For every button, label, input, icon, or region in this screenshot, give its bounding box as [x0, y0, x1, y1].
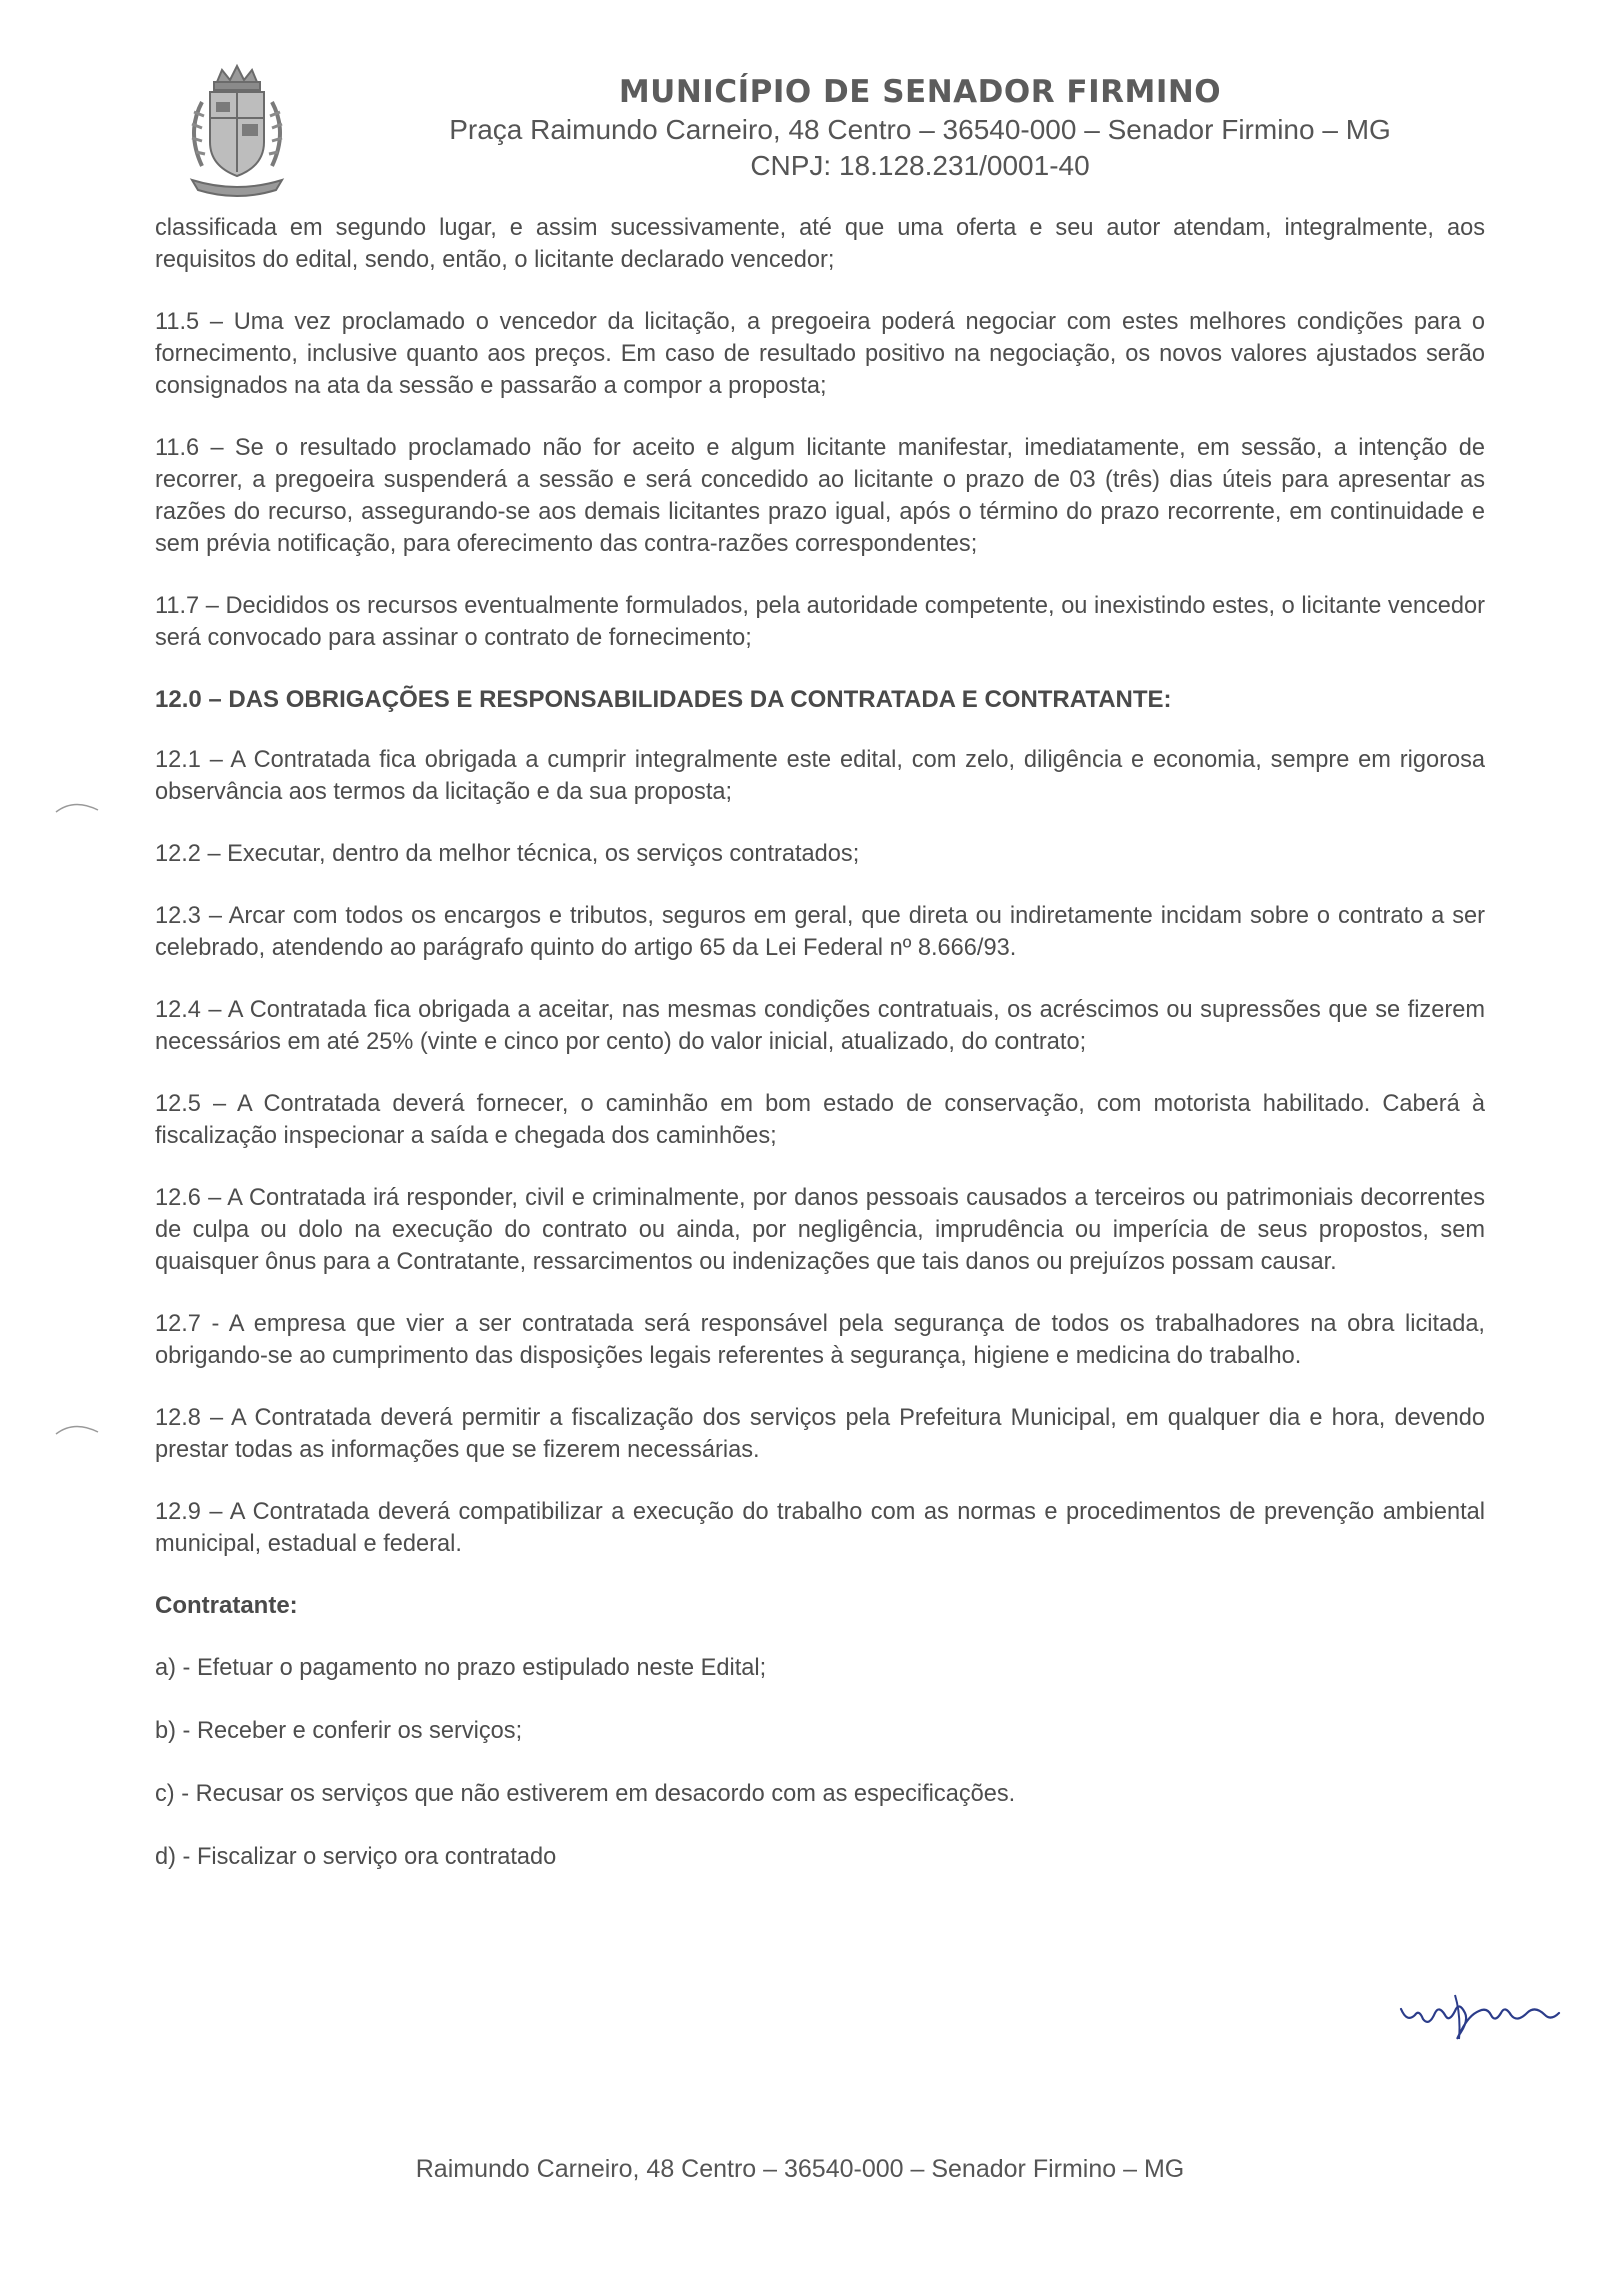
clause-12-2: 12.2 – Executar, dentro da melhor técnica, os serviços contratados; — [155, 841, 860, 867]
clause-11-5: 11.5 – Uma vez proclamado o vencedor da licitação, a pregoeira poderá negociar com estes melhores condições para o fornecimento, inclusive quanto aos preços. Em caso de resultado positivo na negociação, os novos valores ajustados serão consignados na ata da sessão e passarão a compor a proposta; — [155, 309, 1485, 399]
clause-12-6: 12.6 – A Contratada irá responder, civil e criminalmente, por danos pessoais causados a terceiros ou patrimoniais decorrentes de culpa ou dolo na execução do contrato ou ainda, por negligência, imprudência ou imperícia de seus propostos, sem quaisquer ônus para a Contratante, ressarcimentos ou indenizações que tais danos ou prejuízos possam causar. — [155, 1185, 1485, 1275]
margin-mark-icon — [52, 1422, 102, 1436]
clause-11-7: 11.7 – Decididos os recursos eventualmente formulados, pela autoridade competente, ou inexistindo estes, o licitante vencedor será convocado para assinar o contrato de fornecimento; — [155, 593, 1485, 651]
contratante-label: Contratante: — [155, 1592, 298, 1619]
contratante-item-a: a) - Efetuar o pagamento no prazo estipulado neste Edital; — [155, 1655, 767, 1681]
clause-12-8: 12.8 – A Contratada deverá permitir a fiscalização dos serviços pela Prefeitura Municipal, em qualquer dia e hora, devendo prestar todas as informações que se fizerem necessárias. — [155, 1405, 1485, 1463]
contratante-item-b: b) - Receber e conferir os serviços; — [155, 1718, 523, 1744]
letterhead — [390, 72, 1450, 184]
signature-icon — [1395, 1975, 1565, 2055]
letterhead-address: Praça Raimundo Carneiro, 48 Centro – 36540-000 – Senador Firmino – MG — [449, 114, 1391, 145]
clause-12-1: 12.1 – A Contratada fica obrigada a cumprir integralmente este edital, com zelo, diligência e economia, sempre em rigorosa observância aos termos da licitação e da sua proposta; — [155, 747, 1485, 805]
page-footer: Raimundo Carneiro, 48 Centro – 36540-000 – Senador Firmino – MG — [415, 2155, 1185, 2183]
paragraph-continuation: classificada em segundo lugar, e assim sucessivamente, até que uma oferta e seu autor atendam, integralmente, aos requisitos do edital, sendo, então, o licitante declarado vencedor; — [155, 215, 1485, 273]
document-body — [155, 212, 1485, 1904]
clause-12-9: 12.9 – A Contratada deverá compatibilizar a execução do trabalho com as normas e procedimentos de prevenção ambiental municipal, estadual e federal. — [155, 1499, 1485, 1557]
clause-12-3: 12.3 – Arcar com todos os encargos e tributos, seguros em geral, que direta ou indiretamente incidam sobre o contrato a ser celebrado, atendendo ao parágrafo quinto do artigo 65 da Lei Federal nº 8.666/93. — [155, 903, 1485, 961]
clause-12-5: 12.5 – A Contratada deverá fornecer, o caminhão em bom estado de conservação, com motorista habilitado. Caberá à fiscalização inspecionar a saída e chegada dos caminhões; — [155, 1091, 1485, 1149]
section-heading-12: 12.0 – DAS OBRIGAÇÕES E RESPONSABILIDADES DA CONTRATADA E CONTRATANTE: — [155, 686, 1172, 713]
contratante-item-d: d) - Fiscalizar o serviço ora contratado — [155, 1844, 557, 1870]
clause-12-7: 12.7 - A empresa que vier a ser contratada será responsável pela segurança de todos os trabalhadores na obra licitada, obrigando-se ao cumprimento das disposições legais referentes à segurança, higiene e medicina do trabalho. — [155, 1311, 1485, 1369]
contratante-item-c: c) - Recusar os serviços que não estiverem em desacordo com as especificações. — [155, 1781, 1016, 1807]
margin-mark-icon — [52, 800, 102, 814]
letterhead-cnpj: CNPJ: 18.128.231/0001-40 — [750, 150, 1090, 181]
municipality-title: MUNICÍPIO DE SENADOR FIRMINO — [618, 74, 1222, 110]
clause-12-4: 12.4 – A Contratada fica obrigada a aceitar, nas mesmas condições contratuais, os acréscimos ou supressões que se fizerem necessários em até 25% (vinte e cinco por cento) do valor inicial, atualizado, do contrato; — [155, 997, 1485, 1055]
coat-of-arms-icon — [172, 62, 302, 202]
clause-11-6: 11.6 – Se o resultado proclamado não for aceito e algum licitante manifestar, imediatamente, em sessão, a intenção de recorrer, a pregoeira suspenderá a sessão e será concedido ao licitante o prazo de 03 (três) dias úteis para apresentar as razões do recurso, assegurando-se aos demais licitantes prazo igual, após o término do prazo recorrente, em continuidade e sem prévia notificação, para oferecimento das contra-razões correspondentes; — [155, 435, 1485, 557]
